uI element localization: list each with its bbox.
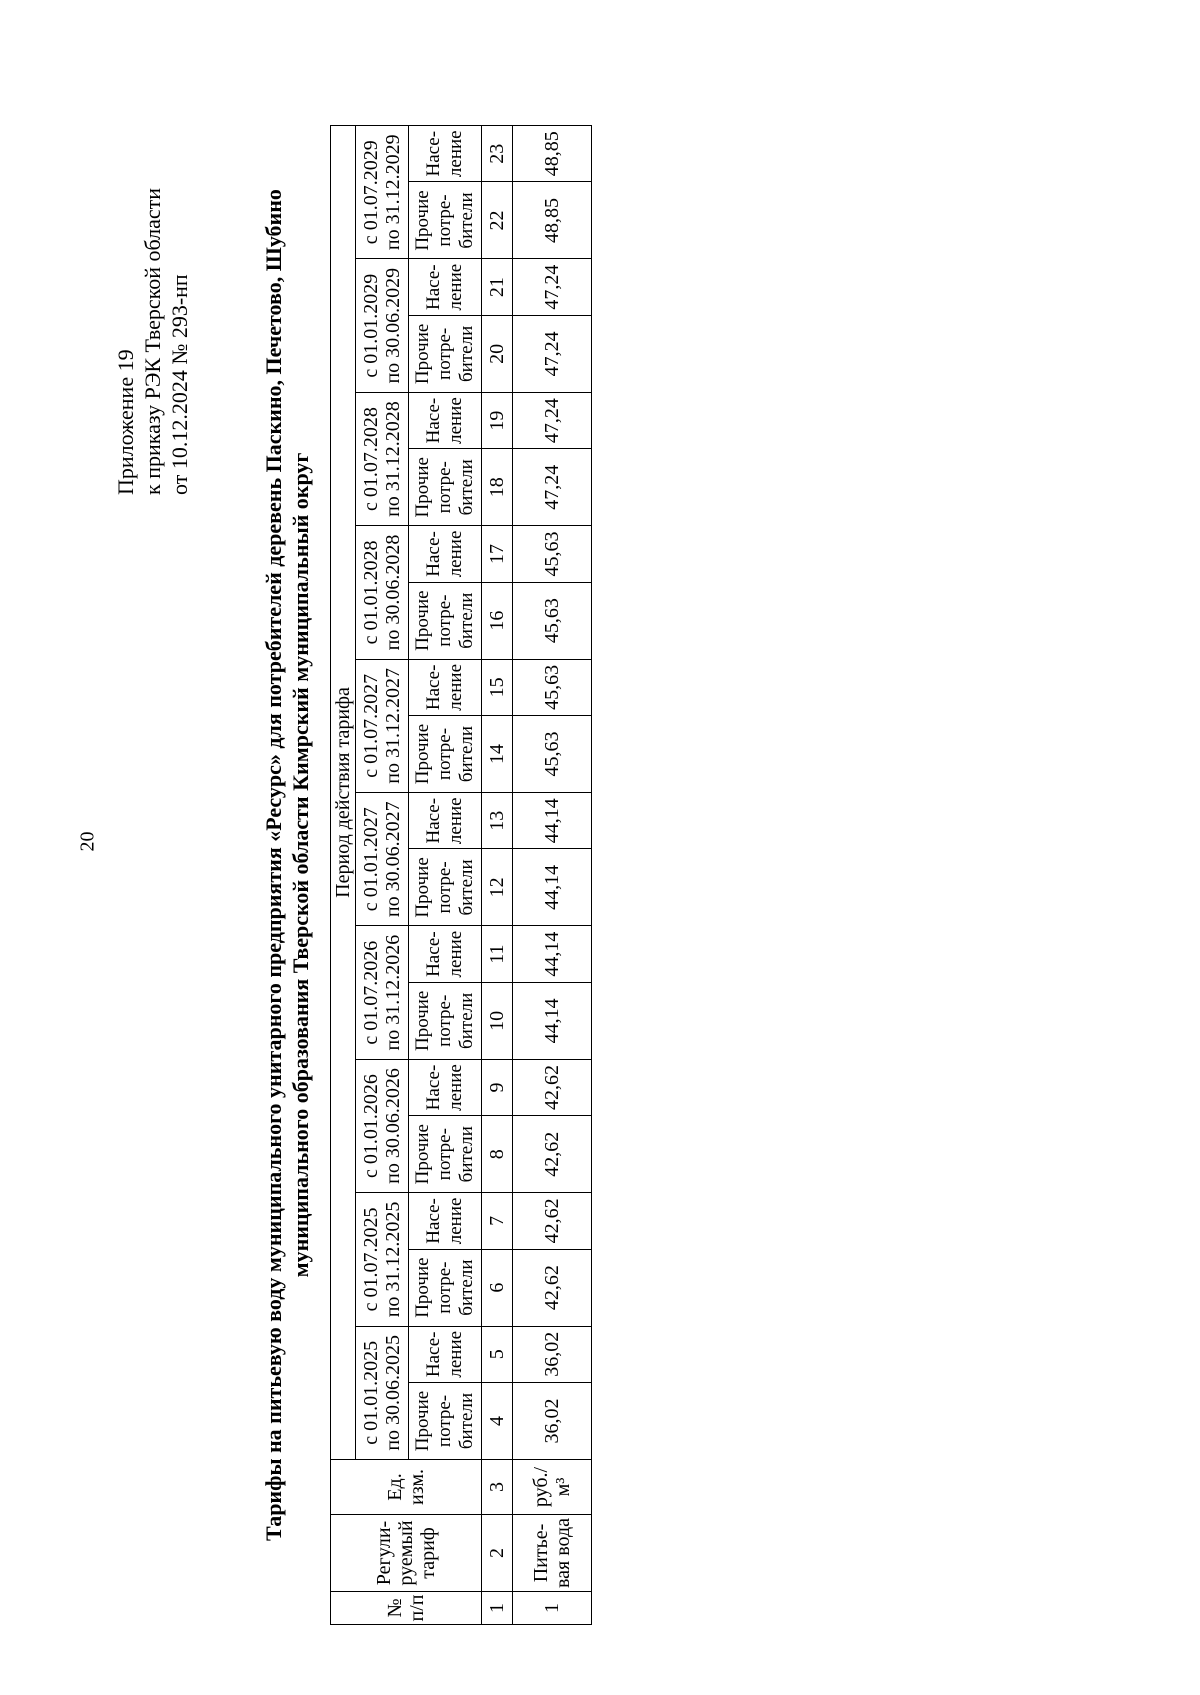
tariff-value: 36,02: [513, 1382, 592, 1459]
column-number: 6: [482, 1249, 513, 1326]
tariff-value: 44,14: [513, 793, 592, 849]
subheader-population: Насе-ление: [409, 1193, 482, 1249]
header-period: Период действия тарифа: [331, 126, 356, 1460]
column-number: 13: [482, 793, 513, 849]
column-number: 15: [482, 659, 513, 715]
subheader-other-consumers: Прочие потре-бители: [409, 716, 482, 793]
column-number: 17: [482, 526, 513, 582]
column-number: 23: [482, 126, 513, 182]
column-number: 21: [482, 259, 513, 315]
subheader-other-consumers: Прочие потре-бители: [409, 449, 482, 526]
period-header: с 01.01.2027 по 30.06.2027: [356, 793, 409, 926]
tariff-value: 47,24: [513, 392, 592, 448]
appendix-line-1: Приложение 19: [113, 349, 138, 495]
period-header: с 01.07.2025 по 31.12.2025: [356, 1193, 409, 1326]
tariff-value: 45,63: [513, 526, 592, 582]
subheader-other-consumers: Прочие потре-бители: [409, 182, 482, 259]
period-header: с 01.01.2028 по 30.06.2028: [356, 526, 409, 659]
period-header: с 01.01.2029 по 30.06.2029: [356, 259, 409, 392]
page-number: 20: [76, 831, 99, 852]
subheader-population: Насе-ление: [409, 526, 482, 582]
subheader-population: Насе-ление: [409, 126, 482, 182]
header-unit: Ед. изм.: [331, 1460, 482, 1515]
column-number: 7: [482, 1193, 513, 1249]
column-number: 11: [482, 926, 513, 982]
appendix-header: [112, 188, 193, 495]
tariff-value: 44,14: [513, 982, 592, 1059]
column-number: 20: [482, 315, 513, 392]
tariff-value: 47,24: [513, 259, 592, 315]
tariff-value: 44,14: [513, 849, 592, 926]
period-header: с 01.07.2026 по 31.12.2026: [356, 926, 409, 1059]
tariff-value: 44,14: [513, 926, 592, 982]
column-number: 22: [482, 182, 513, 259]
tariff-value: 45,63: [513, 659, 592, 715]
subheader-population: Насе-ление: [409, 793, 482, 849]
header-row-1: [331, 126, 356, 1625]
subheader-other-consumers: Прочие потре-бители: [409, 315, 482, 392]
subheader-population: Насе-ление: [409, 926, 482, 982]
column-number: 12: [482, 849, 513, 926]
subheader-population: Насе-ление: [409, 392, 482, 448]
column-numbers-row: [482, 126, 513, 1625]
tariff-value: 42,62: [513, 1249, 592, 1326]
title-line-1: Тарифы на питьевую воду муниципального унитарного предприятия «Ресурс» для потребителей деревень Паскино, Печетово, Шубино: [261, 189, 286, 1541]
row-unit: руб./м³: [513, 1460, 592, 1515]
tariff-value: 45,63: [513, 716, 592, 793]
column-number: 3: [482, 1460, 513, 1515]
header-row-2: [356, 126, 409, 1625]
subheader-population: Насе-ление: [409, 259, 482, 315]
tariff-value: 42,62: [513, 1116, 592, 1193]
column-number: 16: [482, 582, 513, 659]
tariff-value: 42,62: [513, 1059, 592, 1115]
column-number: 19: [482, 392, 513, 448]
table-row: [513, 126, 592, 1625]
subheader-other-consumers: Прочие потре-бители: [409, 849, 482, 926]
column-number: 2: [482, 1515, 513, 1592]
period-header: с 01.07.2027 по 31.12.2027: [356, 659, 409, 792]
subheader-other-consumers: Прочие потре-бители: [409, 582, 482, 659]
header-row-3: [409, 126, 482, 1625]
tariff-value: 48,85: [513, 126, 592, 182]
appendix-line-2: к приказу РЭК Тверской области: [140, 187, 165, 495]
subheader-population: Насе-ление: [409, 1326, 482, 1382]
column-number: 5: [482, 1326, 513, 1382]
column-number: 8: [482, 1116, 513, 1193]
period-header: с 01.07.2029 по 31.12.2029: [356, 126, 409, 259]
row-tariff: Питье-вая вода: [513, 1515, 592, 1592]
period-header: с 01.01.2026 по 30.06.2026: [356, 1059, 409, 1192]
subheader-other-consumers: Прочие потре-бители: [409, 1249, 482, 1326]
rotated-page: [20, 65, 1160, 1665]
document-title: [260, 65, 314, 1665]
period-header: с 01.01.2025 по 30.06.2025: [356, 1326, 409, 1459]
header-no: № п/п: [331, 1592, 482, 1625]
tariff-value: 48,85: [513, 182, 592, 259]
header-tariff: Регули-руемый тариф: [331, 1515, 482, 1592]
appendix-line-3: от 10.12.2024 № 293-нп: [167, 274, 192, 495]
subheader-other-consumers: Прочие потре-бители: [409, 1116, 482, 1193]
subheader-population: Насе-ление: [409, 659, 482, 715]
subheader-other-consumers: Прочие потре-бители: [409, 1382, 482, 1459]
tariff-table: [330, 125, 592, 1625]
tariff-value: 42,62: [513, 1193, 592, 1249]
subheader-population: Насе-ление: [409, 1059, 482, 1115]
column-number: 10: [482, 982, 513, 1059]
tariff-value: 47,24: [513, 315, 592, 392]
subheader-other-consumers: Прочие потре-бители: [409, 982, 482, 1059]
column-number: 18: [482, 449, 513, 526]
column-number: 1: [482, 1592, 513, 1625]
column-number: 4: [482, 1382, 513, 1459]
period-header: с 01.07.2028 по 31.12.2028: [356, 392, 409, 525]
row-no: 1: [513, 1592, 592, 1625]
title-line-2: муниципального образования Тверской области Кимрский муниципальный округ: [288, 452, 313, 1278]
column-number: 14: [482, 716, 513, 793]
tariff-value: 45,63: [513, 582, 592, 659]
column-number: 9: [482, 1059, 513, 1115]
tariff-value: 47,24: [513, 449, 592, 526]
tariff-value: 36,02: [513, 1326, 592, 1382]
